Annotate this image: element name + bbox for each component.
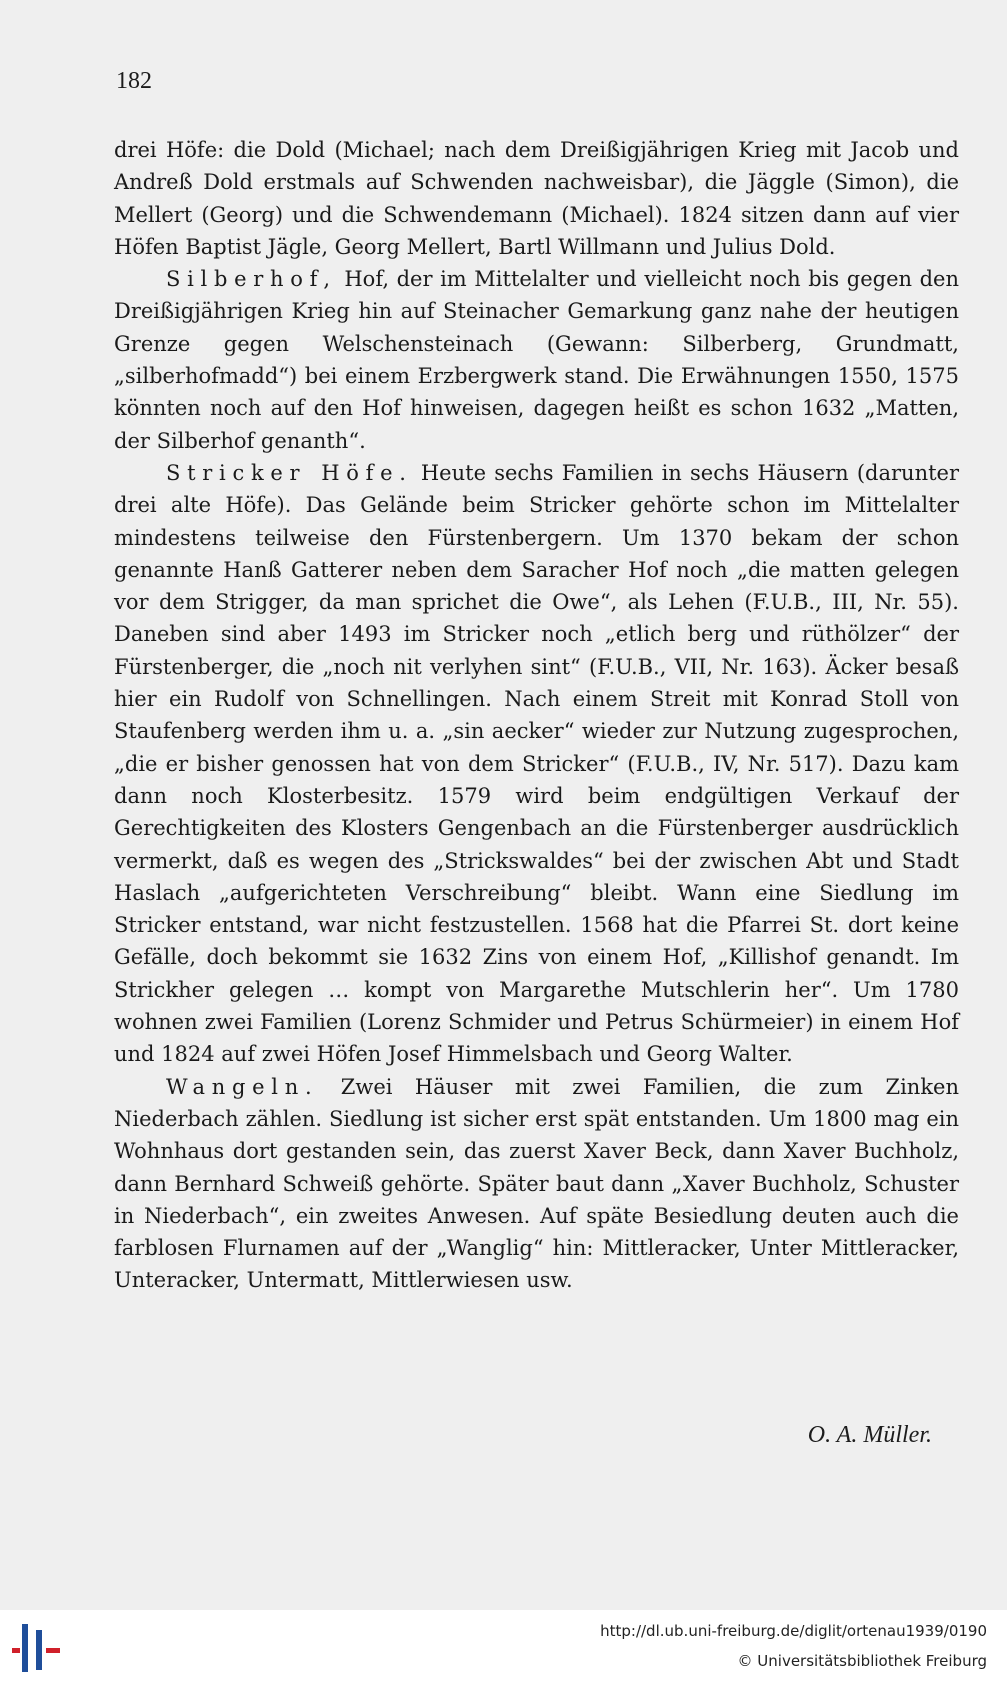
paragraph-schwenden-continued: drei Höfe: die Dold (Michael; nach dem Dreißigjährigen Krieg mit Jacob und Andreß Dold erstmals auf Schwenden nachweisbar), die Jäggle (Simon), die Mellert (Georg) und die Schwendemann (Michael). 1824 sitzen dann auf vier Höfen Baptist Jägle, Georg Mellert, Bartl Willmann und Julius Dold.	[114, 138, 959, 259]
heading-stricker-hoefe: Stricker Höfe.	[166, 460, 413, 485]
author-signature: O. A. Müller.	[807, 1422, 932, 1448]
paragraph-wangeln	[114, 1071, 959, 1297]
heading-wangeln: Wangeln.	[166, 1074, 319, 1099]
document-url-link[interactable]: http://dl.ub.uni-freiburg.de/diglit/ortenau1939/0190	[600, 1622, 987, 1640]
page-number: 182	[116, 68, 152, 94]
text-silberhof: Hof, der im Mittelalter und vielleicht noch bis gegen den Dreißigjährigen Krieg hin auf Steinacher Gemarkung ganz nahe der heutigen Grenze gegen Welschensteinach (Gewann: Silberberg, Grundmatt, „silberhofmadd“) bei einem Erzbergwerk stand. Die Erwähnungen 1550, 1575 könnten noch auf den Hof hinweisen, dagegen heißt es schon 1632 „Matten, der Silberhof genanth“.	[114, 267, 959, 453]
copyright-notice: © Universitätsbibliothek Freiburg	[737, 1652, 987, 1670]
paragraph-stricker-hoefe	[114, 457, 959, 1071]
paragraph-silberhof	[114, 263, 959, 457]
text-wangeln: Zwei Häuser mit zwei Familien, die zum Zinken Niederbach zählen. Siedlung ist sicher erst spät entstanden. Um 1800 mag ein Wohnhaus dort gestanden sein, das zuerst Xaver Beck, dann Xaver Buchholz, dann Bernhard Schweiß gehörte. Später baut dann „Xaver Buchholz, Schuster in Niederbach“, ein zweites Anwesen. Auf späte Besiedlung deuten auch die farblosen Flurnamen auf der „Wanglig“ hin: Mittleracker, Unter Mittleracker, Unteracker, Untermatt, Mittlerwiesen usw.	[114, 1074, 959, 1293]
heading-silberhof: Silberhof,	[166, 267, 337, 292]
article-body	[114, 134, 959, 1297]
university-library-logo-icon	[8, 1622, 64, 1674]
text-stricker-hoefe: Heute sechs Familien in sechs Häusern (darunter drei alte Höfe). Das Gelände beim Stricker gehörte schon im Mittelalter mindestens teilweise den Fürstenbergern. Um 1370 bekam der schon genannte Hanß Gatterer neben dem Saracher Hof noch „die matten gelegen vor dem Strigger, da man sprichet die Owe“, als Lehen (F.U.B., III, Nr. 55). Daneben sind aber 1493 im Stricker noch „etlich berg und rüthölzer“ der Fürstenberger, die „noch nit verlyhen sint“ (F.U.B., VII, Nr. 163). Äcker besaß hier ein Rudolf von Schnellingen. Nach einem Streit mit Konrad Stoll von Staufenberg werden ihm u. a. „sin aecker“ wieder zur Nutzung zugesprochen, „die er bisher genossen hat von dem Stricker“ (F.U.B., IV, Nr. 517). Dazu kam dann noch Klosterbesitz. 1579 wird beim endgültigen Verkauf der Gerechtigkeiten des Klosters Gengenbach an die Fürstenberger ausdrücklich vermerkt, daß es wegen des „Strickswaldes“ bei der zwischen Abt und Stadt Haslach „aufgerichteten Verschreibung“ bleibt. Wann eine Siedlung im Stricker entstand, war nicht festzustellen. 1568 hat die Pfarrei St. dort keine Gefälle, doch bekommt sie 1632 Zins von einem Hof, „Killishof genandt. Im Strickher gelegen … kompt von Margarethe Mutschlerin her“. Um 1780 wohnen zwei Familien (Lorenz Schmider und Petrus Schürmeier) in einem Hof und 1824 auf zwei Höfen Josef Himmelsbach und Georg Walter.	[114, 460, 959, 1067]
footer-bar	[0, 1610, 1007, 1681]
